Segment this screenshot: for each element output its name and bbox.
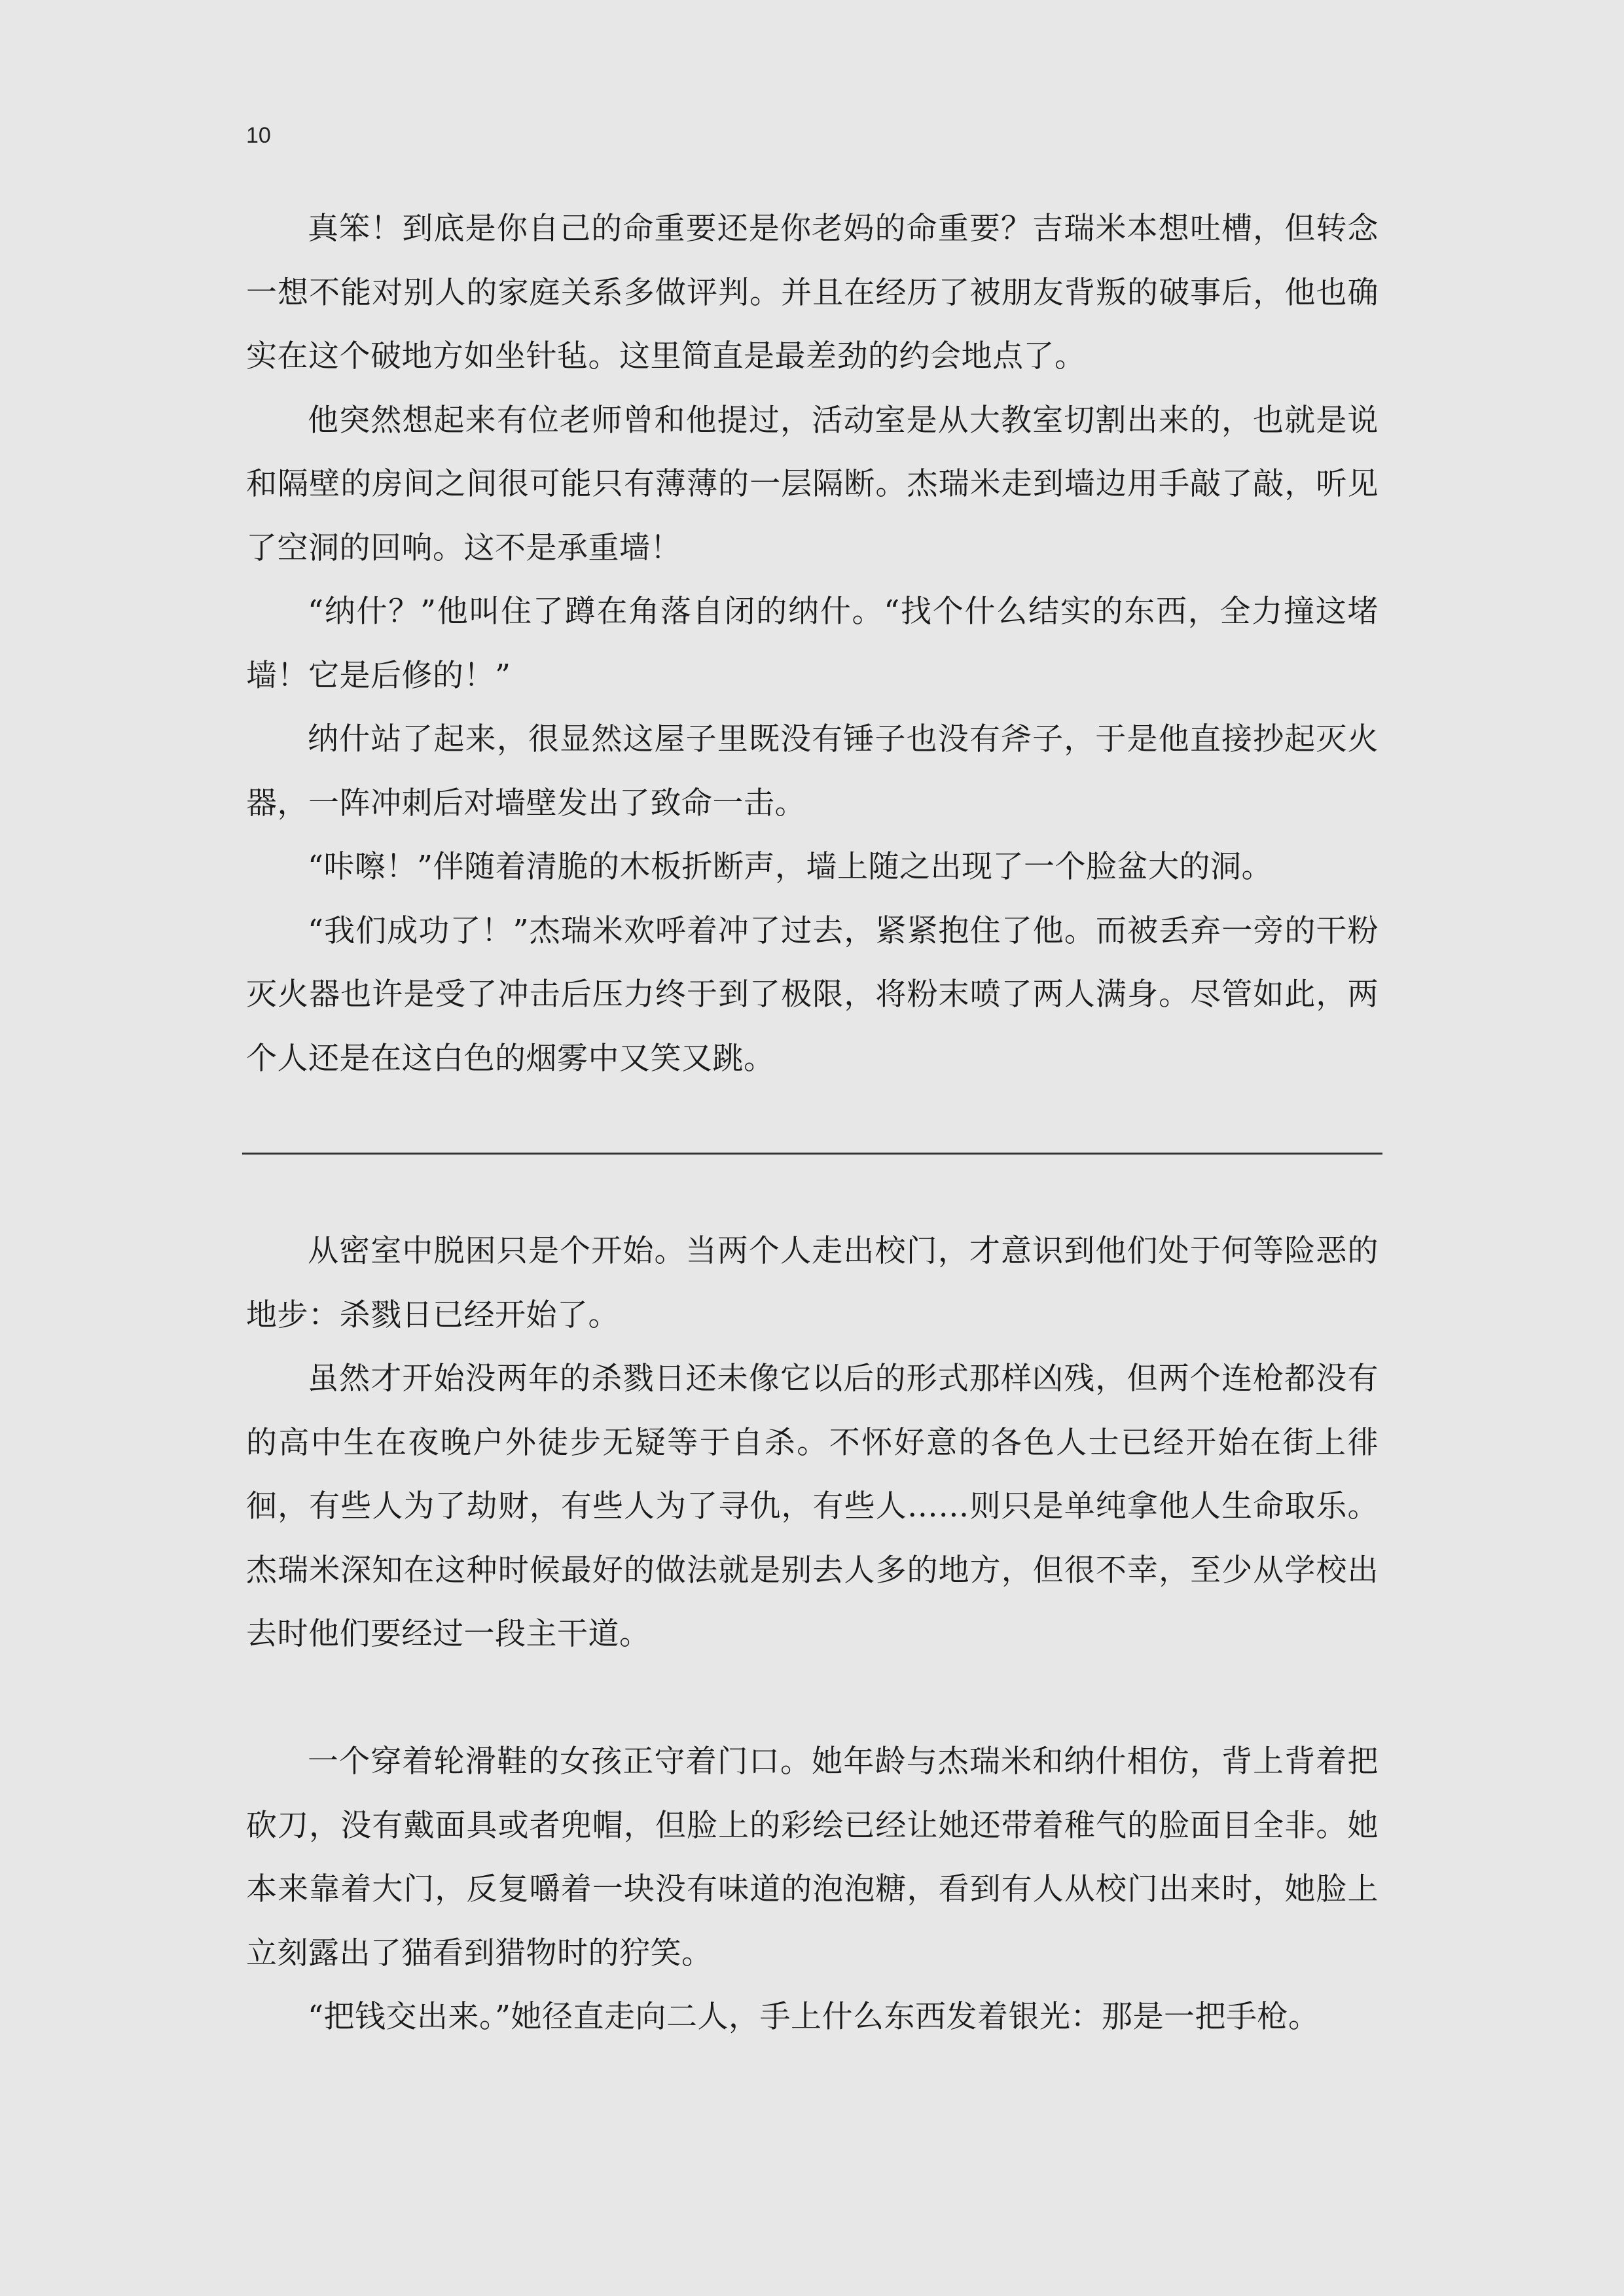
page-number: 10 [246, 123, 271, 148]
paragraph: “咔嚓！”伴随着清脆的木板折断声，墙上随之出现了一个脸盆大的洞。 [308, 849, 1273, 885]
paragraph: 真笨！到底是你自己的命重要还是你老妈的命重要？吉瑞米本想吐槽，但转念一想不能对别人的家庭关系多做评判。并且在经历了被朋友背叛的破事后，他也确实在这个破地方如坐针毡。这里简直是最差劲的约会地点了。 [246, 211, 1379, 374]
paragraph: 一个穿着轮滑鞋的女孩正守着门口。她年龄与杰瑞米和纳什相仿，背上背着把砍刀，没有戴面具或者兜帽，但脸上的彩绘已经让她还带着稚气的脸面目全非。她本来靠着大门，反复嚼着一块没有味道的泡泡糖，看到有人从校门出来时，她脸上立刻露出了猫看到猎物时的狞笑。 [246, 1744, 1379, 1971]
paragraph: 他突然想起来有位老师曾和他提过，活动室是从大教室切割出来的，也就是说和隔壁的房间之间很可能只有薄薄的一层隔断。杰瑞米走到墙边用手敲了敲，听见了空洞的回响。这不是承重墙！ [246, 402, 1379, 566]
body-text-section-2 [246, 1219, 1379, 1666]
paragraph: “纳什？”他叫住了蹲在角落自闭的纳什。“找个什么结实的东西，全力撞这堵墙！它是后修的！” [246, 594, 1379, 694]
paragraph: “把钱交出来。”她径直走向二人，手上什么东西发着银光：那是一把手枪。 [308, 1999, 1320, 2035]
paragraph: 从密室中脱困只是个开始。当两个人走出校门，才意识到他们处于何等险恶的地步：杀戮日已经开始了。 [246, 1233, 1379, 1333]
paragraph: 纳什站了起来，很显然这屋子里既没有锤子也没有斧子，于是他直接抄起灭火器，一阵冲刺后对墙壁发出了致命一击。 [246, 721, 1379, 821]
paragraph: “我们成功了！”杰瑞米欢呼着冲了过去，紧紧抱住了他。而被丢弃一旁的干粉灭火器也许是受了冲击后压力终于到了极限，将粉末喷了两人满身。尽管如此，两个人还是在这白色的烟雾中又笑又跳。 [246, 912, 1379, 1077]
section-divider [242, 1153, 1382, 1155]
paragraph: 虽然才开始没两年的杀戮日还未像它以后的形式那样凶残，但两个连枪都没有的高中生在夜晚户外徒步无疑等于自杀。不怀好意的各色人士已经开始在街上徘徊，有些人为了劫财，有些人为了寻仇，有些人……则只是单纯拿他人生命取乐。杰瑞米深知在这种时候最好的做法就是别去人多的地方，但很不幸，至少从学校出去时他们要经过一段主干道。 [246, 1361, 1379, 1652]
body-text-section-1 [246, 197, 1379, 1090]
body-text-section-3 [246, 1730, 1379, 2049]
